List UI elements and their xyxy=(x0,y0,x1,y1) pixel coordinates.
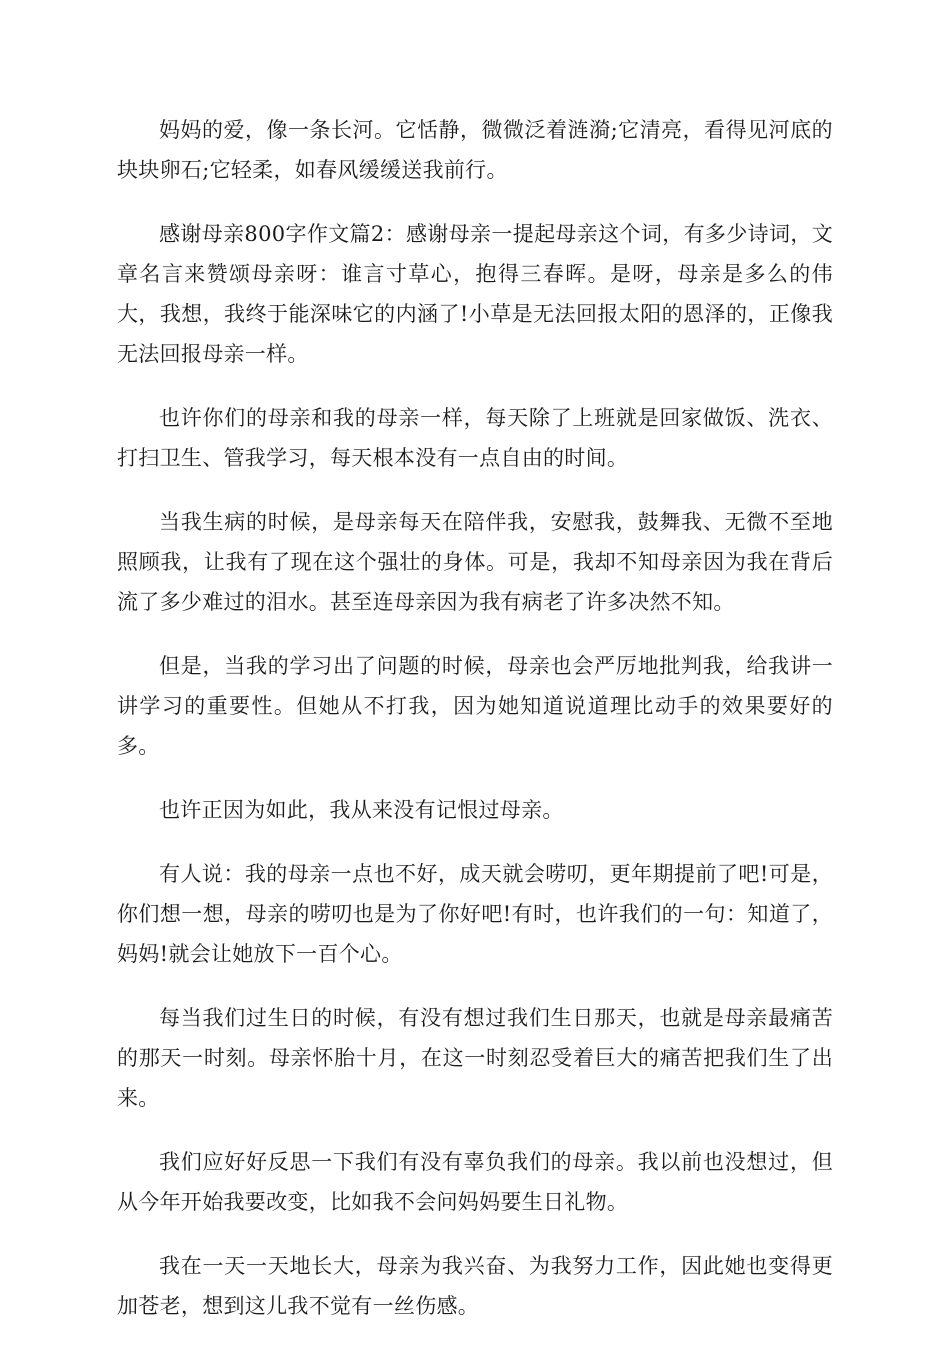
paragraph-7: 有人说：我的母亲一点也不好，成天就会唠叨，更年期提前了吧!可是，你们想一想，母亲的唠叨也是为了你好吧!有时，也许我们的一句：知道了，妈妈!就会让她放下一百个心。 xyxy=(117,862,833,966)
paragraph-10: 我在一天一天地长大，母亲为我兴奋、为我努力工作，因此她也变得更加苍老，想到这儿我不觉有一丝伤感。 xyxy=(117,1254,833,1318)
paragraph-4: 当我生病的时候，是母亲每天在陪伴我，安慰我，鼓舞我、无微不至地照顾我，让我有了现在这个强壮的身体。可是，我却不知母亲因为我在背后流了多少难过的泪水。甚至连母亲因为我有病老了许多决然不知。 xyxy=(117,510,833,614)
paragraph-5: 但是，当我的学习出了问题的时候，母亲也会严厉地批判我，给我讲一讲学习的重要性。但她从不打我，因为她知道说道理比动手的效果要好的多。 xyxy=(117,654,833,758)
paragraph-2: 感谢母亲800字作文篇2：感谢母亲一提起母亲这个词，有多少诗词，文章名言来赞颂母亲呀：谁言寸草心，抱得三春晖。是呀，母亲是多么的伟大，我想，我终于能深味它的内涵了!小草是无法回报太阳的恩泽的，正像我无法回报母亲一样。 xyxy=(117,222,833,366)
paragraph-3: 也许你们的母亲和我的母亲一样，每天除了上班就是回家做饭、洗衣、打扫卫生、管我学习，每天根本没有一点自由的时间。 xyxy=(117,406,833,470)
paragraph-6: 也许正因为如此，我从来没有记恨过母亲。 xyxy=(159,798,564,822)
document-body xyxy=(117,110,833,1350)
paragraph-1: 妈妈的爱，像一条长河。它恬静，微微泛着涟漪;它清亮，看得见河底的块块卵石;它轻柔，如春风缓缓送我前行。 xyxy=(117,118,833,182)
paragraph-9: 我们应好好反思一下我们有没有辜负我们的母亲。我以前也没想过，但从今年开始我要改变，比如我不会问妈妈要生日礼物。 xyxy=(117,1150,833,1214)
paragraph-8: 每当我们过生日的时候，有没有想过我们生日那天，也就是母亲最痛苦的那天一时刻。母亲怀胎十月，在这一时刻忍受着巨大的痛苦把我们生了出来。 xyxy=(117,1006,833,1110)
